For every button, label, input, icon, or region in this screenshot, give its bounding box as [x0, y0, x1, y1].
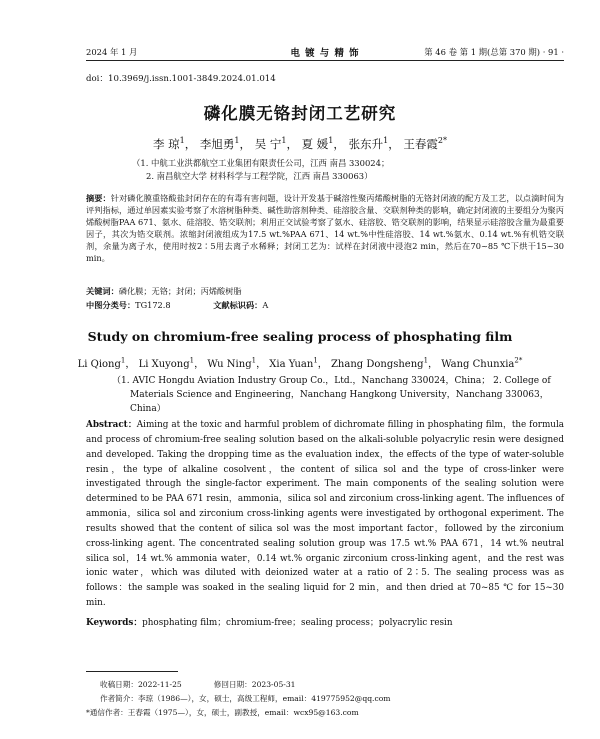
cn-author-name: 吴 宁 — [254, 137, 282, 151]
english-keywords — [86, 615, 564, 628]
en-author-name: Li Qiong — [77, 359, 121, 370]
en-author-mark: 1 — [189, 356, 195, 365]
cn-author-name: 李 琼 — [152, 137, 180, 151]
en-author-name: Wang Chunxia — [441, 359, 515, 370]
chinese-abstract — [86, 193, 564, 264]
clc-value: TG172.8 — [135, 300, 171, 310]
cn-author-name: 夏 媛 — [301, 137, 329, 151]
english-title: Study on chromium-free sealing process of phosphating film — [87, 329, 513, 344]
en-author-name: Zhang Dongsheng — [330, 359, 424, 370]
cn-author-mark: 1 — [234, 136, 240, 146]
footnote-rule — [86, 671, 178, 672]
clc-label: 中图分类号： — [86, 300, 136, 310]
en-abstract-label: Abstract： — [86, 420, 137, 430]
en-author-mark: 1 — [120, 356, 126, 365]
received-date: 2022-11-25 — [137, 680, 182, 689]
en-author-mark: 2* — [514, 356, 523, 365]
chinese-affiliations — [132, 157, 389, 183]
revised-label: 修回日期： — [213, 680, 252, 689]
header-issue-date: 2024 年 1 月 — [86, 47, 138, 57]
cn-abstract-label: 摘要： — [86, 193, 111, 203]
doc-code-label: 文献标识码： — [213, 300, 263, 310]
cn-author-name: 张东升 — [348, 137, 384, 151]
en-abstract-text: Aiming at the toxic and harmful problem of dichromate filling in phosphating film，the formula and process of chromium-free sealing solution based on the alkali-soluble polyacrylic resin were designed and developed. Taking the dropping time as the evaluation index，the effects of the type of water-soluble resin，the type of alkaline cosolvent，the content of silica sol and the type of cross-linker were investigated through the single-factor experiment. The main components of the sealing solution were determined to be PAA 671 resin，ammonia，silica sol and zirconium cross-linking agent. The influences of ammonia，silica sol and zirconium cross-linking agents were investigated by orthogonal experiment. The results showed that the content of silica sol was the most important factor，followed by the zirconium cross-linking agent. The concentrated sealing solution group was 17.5 wt.% PAA 671，14 wt.% neutral silica sol，14 wt.% ammonia water，0.14 wt.% organic zirconium cross-linking agent，and the rest was ionic water，which was diluted with deionized water at a ratio of 2∶5. The sealing process was as follows：the sample was soaked in the sealing liquid for 2 min，and then dried at 70~85 ℃ for 15~30 min. — [86, 420, 565, 609]
cn-author-mark: 1 — [281, 136, 287, 146]
chinese-authors: 李 琼$^1$， 李旭勇$^1$， 吴 宁$^1$， 夏 媛$^1$， 张东升$^1$， 王春霞$^{2*}$ — [152, 136, 448, 151]
en-author-name: Wu Ning — [207, 359, 252, 370]
en-author-mark: 1 — [251, 356, 257, 365]
cn-affiliation-line: （1. 中航工业洪都航空工业集团有限责任公司，江西 南昌 330024； — [132, 158, 390, 168]
en-author-name: Li Xuyong — [138, 359, 190, 370]
cn-author-name: 王春霞 — [403, 137, 438, 151]
classification-row — [86, 300, 564, 311]
received-label: 收稿日期： — [100, 680, 138, 689]
cn-keywords-text: 磷化膜；无铬；封闭；丙烯酸树脂 — [118, 286, 242, 296]
cn-author-mark: 1 — [383, 136, 389, 146]
cn-affiliation-line: 2. 南昌航空大学 材料科学与工程学院，江西 南昌 330063） — [146, 171, 373, 181]
header-rule — [86, 60, 564, 61]
en-author-mark: 1 — [423, 356, 429, 365]
corresponding-author-info: *通信作者：王春霞（1975—），女，硕士，副教授，email：wcx95@163.com — [86, 708, 359, 717]
author-info: 作者简介：李琼（1986—），女，硕士，高级工程师，email：419775952@qq.com — [100, 694, 391, 703]
footnote-dates — [86, 678, 564, 692]
header-journal-name: 电 镀 与 精 饰 — [290, 48, 360, 59]
cn-author-mark: 1 — [328, 136, 334, 146]
en-keywords-label: Keywords： — [86, 618, 143, 628]
cn-author-name: 李旭勇 — [199, 137, 235, 151]
cn-keywords-label: 关键词： — [86, 286, 119, 296]
doi[interactable]: doi：10.3969/j.issn.1001-3849.2024.01.014 — [86, 74, 276, 84]
revised-date: 2023-05-31 — [251, 680, 296, 689]
chinese-title: 磷化膜无铬封闭工艺研究 — [203, 104, 397, 123]
en-author-name: Xia Yuan — [269, 359, 314, 370]
en-affiliation-line: Materials Science and Engineering，Nanchang Hangkong University，Nanchang 330063，China） — [130, 390, 549, 414]
header-volume-page: 第 46 卷 第 1 期(总第 370 期) · 91 · — [424, 47, 564, 57]
chinese-keywords — [86, 286, 564, 297]
footnote — [86, 678, 564, 720]
en-author-mark: 1 — [313, 356, 318, 365]
cn-author-mark: 1 — [179, 136, 185, 146]
cn-author-mark: 2* — [437, 136, 448, 146]
cn-abstract-text: 针对磷化膜重铬酸盐封闭存在的有毒有害问题，设计开发基于碱溶性聚丙烯酸树脂的无铬封闭液的配方及工艺，以点滴时间为评判指标，通过单因素实验考察了水溶树脂种类、碱性助溶剂种类、硅溶胶含量、交联剂种类的影响，确定封闭液的主要组分为聚丙烯酸树脂PAA 671、氨水、硅溶胶、锆交联剂；利用正交试验考察了氨水、硅溶胶、锆交联剂的影响，结果显示硅溶胶含量为最重要因子，其次为锆交联剂。浓缩封闭液组成为17.5 wt.%PAA 671、14 wt.%中性硅溶胶、14 wt.%氨水、0.14 wt.%有机锆交联剂，余量为离子水，使用时按2∶5用去离子水稀释；封闭工艺为：试样在封闭液中浸泡2 min，然后在70~85 ℃下烘干15~30 min。 — [86, 193, 564, 263]
english-abstract — [86, 418, 564, 611]
doc-code-value: A — [262, 300, 269, 310]
en-affiliation-line: （1. AVIC Hongdu Aviation Industry Group Co.，Ltd.，Nanchang 330024，China； 2. College of — [112, 376, 551, 386]
english-authors: Li Qiong$^1$， Li Xuyong$^1$， Wu Ning$^1$， Xia Yuan$^1$， Zhang Dongsheng$^1$， Wang Chunxia$^{2*}$ — [77, 356, 523, 370]
en-keywords-text: phosphating film；chromium-free；sealing process；polyacrylic resin — [142, 618, 453, 628]
english-affiliations — [112, 374, 564, 416]
